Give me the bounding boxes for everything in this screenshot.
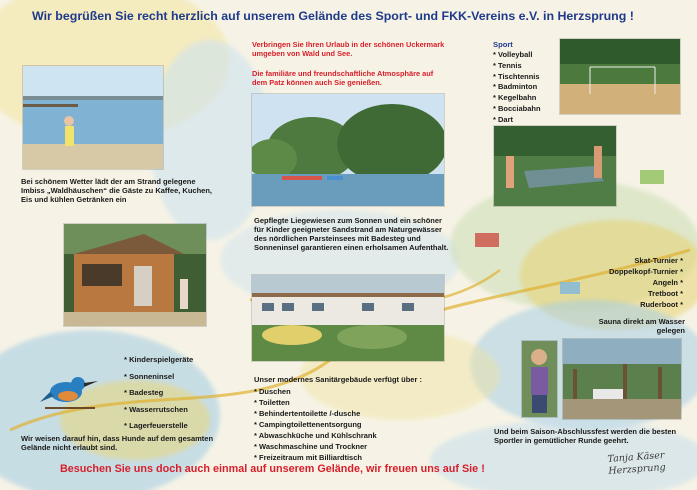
sport-heading: Sport	[493, 40, 513, 49]
list-item: * Kegelbahn	[493, 93, 563, 104]
sanitary-building-photo	[251, 274, 445, 362]
lake-photo	[251, 93, 445, 207]
kiosk-photo	[63, 223, 207, 327]
list-item: * Tennis	[493, 61, 563, 72]
list-item: * Badesteg	[124, 385, 224, 402]
list-item: * Behindertentoilette /-dusche	[254, 408, 454, 419]
beach-description: Bei schönem Wetter lädt der am Strand gelegene Imbiss „Waldhäuschen“ die Gäste zu Kaffee, Kuchen, Eis und kühlen Getränken ein	[21, 177, 213, 205]
table-tennis-photo	[493, 125, 617, 207]
list-item: * Duschen	[254, 386, 454, 397]
beach-photo	[22, 65, 164, 170]
list-item: * Dart	[493, 115, 563, 126]
extra-activities-list	[570, 255, 683, 310]
lawn-description: Gepflegte Liegewiesen zum Sonnen und ein schöner für Kinder geeigneter Sandstrand am Naturgewässer des nördlichen Parsteinsees mit Badesteg und Sonneninsel garantieren einen erholsamen Aufenthalt.	[254, 216, 449, 253]
signature: Tanja Käser Herzsprung	[607, 449, 667, 478]
sanitary-heading: Unser modernes Sanitärgebäude verfügt über :	[254, 375, 422, 384]
list-item: * Wasserrutschen	[124, 402, 224, 419]
list-item: Doppelkopf-Turnier *	[570, 266, 683, 277]
intro-vacation: Verbringen Sie Ihren Urlaub in der schönen Uckermark umgeben von Wald und See.	[252, 40, 445, 59]
list-item: * Toiletten	[254, 397, 454, 408]
list-item: * Volleyball	[493, 50, 563, 61]
intro-atmosphere: Die familiäre und freundschaftliche Atmosphäre auf dem Patz können auch Sie genießen.	[252, 69, 434, 88]
list-item: Ruderboot *	[570, 299, 683, 310]
list-item: Tretboot *	[570, 288, 683, 299]
sport-list	[493, 50, 563, 126]
list-item: * Tischtennis	[493, 72, 563, 83]
list-item: * Sonneninsel	[124, 369, 224, 386]
list-item: Skat-Turnier *	[570, 255, 683, 266]
sauna-text: Sauna direkt am Wasser gelegen	[598, 317, 685, 336]
list-item: * Lagerfeuerstelle	[124, 418, 224, 435]
volleyball-photo	[559, 38, 681, 115]
page-title: Wir begrüßen Sie recht herzlich auf unserem Gelände des Sport- und FKK-Vereins e.V. in Herzsprung !	[32, 9, 634, 23]
list-item: * Badminton	[493, 82, 563, 93]
list-item: * Kinderspielgeräte	[124, 352, 224, 369]
closing-message: Besuchen Sie uns doch auch einmal auf unserem Gelände, wir freuen uns auf Sie !	[60, 463, 485, 475]
sanitary-list	[254, 386, 454, 463]
kingfisher-icon	[40, 368, 100, 412]
season-text: Und beim Saison-Abschlussfest werden die besten Sportler in gemütlicher Runde geehrt.	[494, 427, 677, 446]
list-item: Angeln *	[570, 277, 683, 288]
list-item: * Bocciabahn	[493, 104, 563, 115]
amenities-list	[124, 352, 224, 435]
child-photo	[521, 340, 558, 418]
camping-photo	[562, 338, 682, 420]
list-item: * Freizeitraum mit Billiardtisch	[254, 452, 454, 463]
list-item: * Abwaschküche und Kühlschrank	[254, 430, 454, 441]
dog-notice: Wir weisen darauf hin, dass Hunde auf dem gesamten Gelände nicht erlaubt sind.	[21, 434, 214, 453]
list-item: * Waschmaschine und Trockner	[254, 441, 454, 452]
list-item: * Campingtoilettenentsorgung	[254, 419, 454, 430]
